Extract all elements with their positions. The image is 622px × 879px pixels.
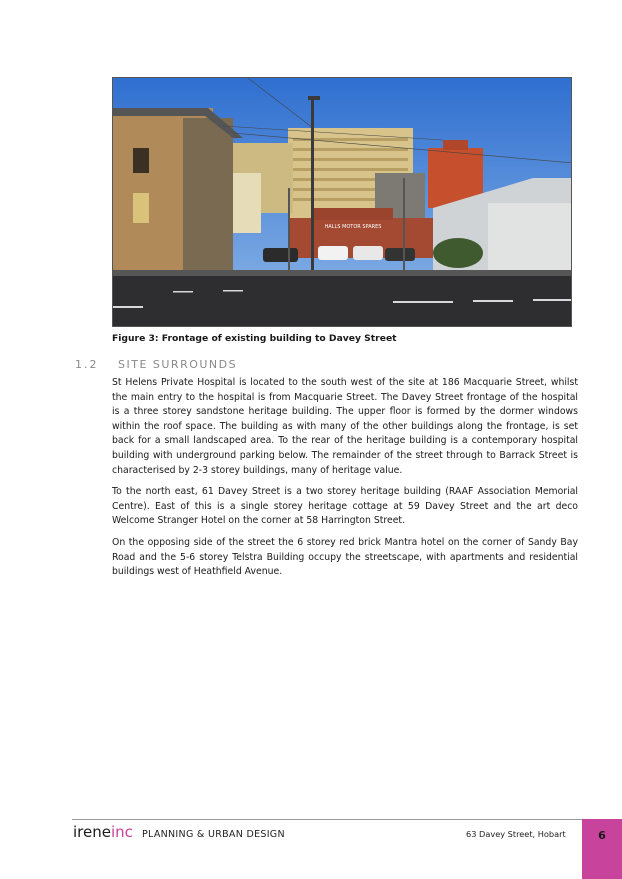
shop-sign: HALLS MOTOR SPARES: [324, 224, 382, 230]
body-text: [112, 376, 578, 587]
figure-caption: Figure 3: Frontage of existing building to Davey Street: [112, 333, 397, 344]
footer-address: 63 Davey Street, Hobart: [466, 829, 566, 839]
paragraph-hospital: St Helens Private Hospital is located to the south west of the site at 186 Macquarie Street, whilst the main entry to the hospital is from Macquarie Street. The Davey Street frontage of the hospital is a three storey sandstone heritage building. The upper floor is formed by the dormer windows within the roof space. The building as with many of the other buildings along the frontage, is set back for a small landscaped area. To the rear of the heritage building is a contemporary hospital building with underground parking below. The remainder of the street through to Barrack Street is characterised by 2-3 storey buildings, many of heritage value.: [112, 377, 578, 476]
page-number: 6: [598, 829, 606, 842]
section-title: SITE SURROUNDS: [118, 358, 238, 371]
section-number: 1.2: [75, 358, 99, 371]
paragraph-opposing-side: On the opposing side of the street the 6 storey red brick Mantra hotel on the corner of Sandy Bay Road and the 5-6 storey Telstra Building occupy the streetscape, with apartments and residential buildings west of Heathfield Avenue.: [112, 536, 578, 578]
paragraph-north-east: To the north east, 61 Davey Street is a two storey heritage building (RAAF Association Memorial Centre). East of this is a single storey heritage cottage at 59 Davey Street and the art deco Welcome Stranger Hotel on the corner at 58 Harrington Street.: [112, 486, 578, 527]
footer-logo: [73, 822, 285, 841]
brand-name: irene: [73, 823, 111, 841]
street-photo: [112, 77, 572, 327]
page-number-tab: [582, 819, 622, 879]
footer-divider: [72, 819, 584, 820]
brand-accent: inc: [110, 823, 133, 841]
brand-tagline: PLANNING & URBAN DESIGN: [141, 829, 285, 840]
